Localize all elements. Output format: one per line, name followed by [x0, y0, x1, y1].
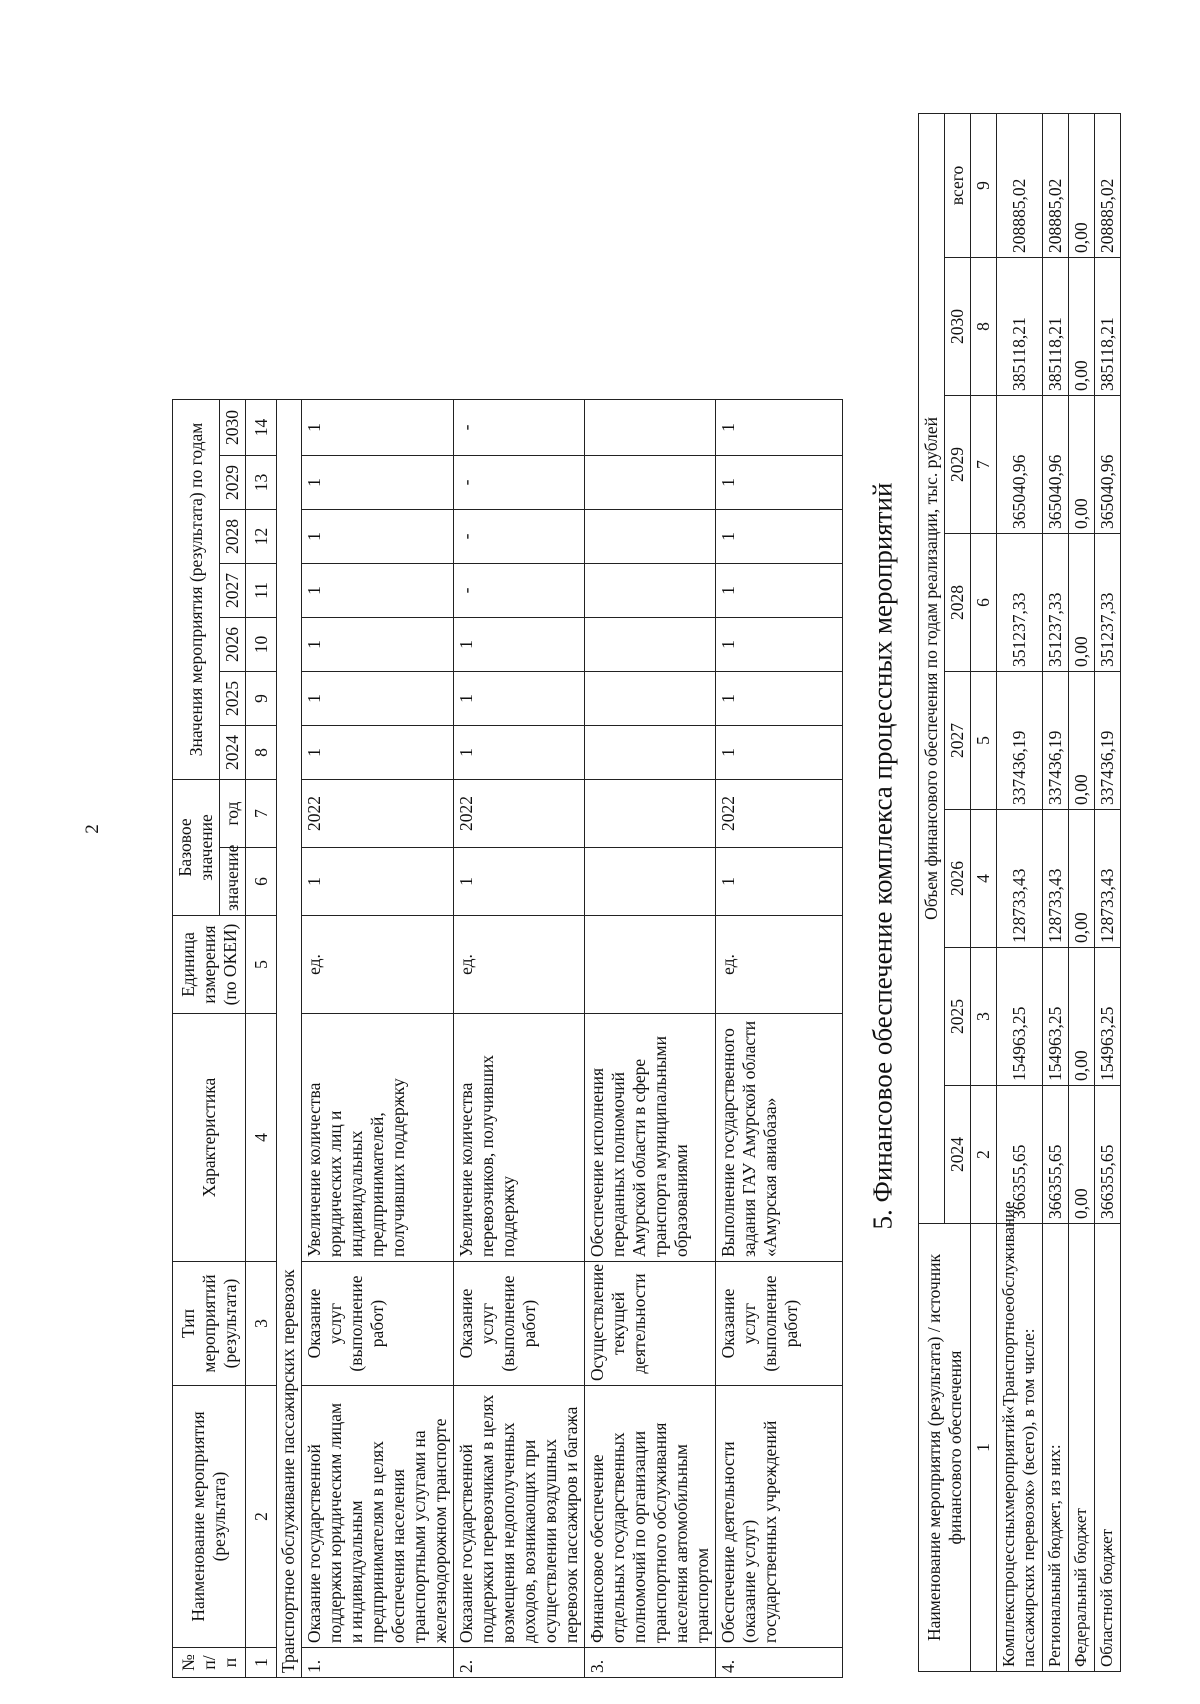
activities-table-container: [172, 100, 852, 1678]
fin-value: 366355,65: [1094, 1086, 1120, 1224]
row-value: [585, 399, 716, 455]
row-value: [585, 671, 716, 725]
fin-value: 0,00: [1068, 396, 1094, 534]
column-number: 5: [246, 916, 277, 1014]
row-num: 4.: [716, 1648, 843, 1678]
row-value: 1: [454, 725, 585, 779]
table-row: [585, 101, 716, 1678]
page-number: 2: [82, 824, 103, 834]
column-number: 7: [246, 779, 277, 847]
header-year: 2026: [220, 617, 246, 671]
fin-row-name-word: обслуживание: [999, 1201, 1018, 1305]
column-number: 8: [971, 258, 997, 396]
row-unit: ед.: [716, 916, 843, 1014]
header-year: 2027: [220, 563, 246, 617]
column-number: 6: [246, 848, 277, 916]
fin-value: 154963,25: [1042, 948, 1068, 1086]
fin-row: [997, 113, 1043, 1671]
fin-row-name-word: «Транспортное: [999, 1304, 1018, 1415]
row-characteristic: Обеспечение исполнения переданных полномочий Амурской области в сфере транспорта муниципальными образованиями: [585, 1014, 716, 1262]
row-type: Осуществление текущей деятельности: [585, 1262, 716, 1386]
fin-row-name-line1: [999, 1201, 1019, 1667]
header-year: 2025: [220, 671, 246, 725]
fin-value: 128733,43: [997, 810, 1043, 948]
fin-value: 0,00: [1068, 258, 1094, 396]
fin-header-year: 2030: [945, 258, 971, 396]
header-base: Базовое значение: [173, 779, 220, 915]
fin-value: 208885,02: [1042, 113, 1068, 257]
column-number: 1: [246, 1648, 277, 1678]
fin-header-year: 2025: [945, 948, 971, 1086]
fin-row-name: [997, 1201, 1043, 1672]
row-value: 1: [716, 725, 843, 779]
header-name: Наименование мероприятия (результата): [173, 1386, 246, 1648]
column-number: 11: [246, 563, 277, 617]
fin-row: [1042, 113, 1068, 1671]
row-unit: [585, 916, 716, 1014]
fin-value: 208885,02: [997, 113, 1043, 257]
column-number: 14: [246, 399, 277, 455]
column-number: 6: [971, 534, 997, 672]
header-num: № п/п: [173, 1648, 246, 1678]
row-type: Оказание услуг (выполнение работ): [454, 1262, 585, 1386]
header-characteristic: Характеристика: [173, 1014, 246, 1262]
row-value: 1: [302, 563, 454, 617]
column-number: 9: [246, 671, 277, 725]
row-characteristic: Увеличение количества юридических лиц и индивидуальных предпринимателей, получивших поддержку: [302, 1014, 454, 1262]
fin-value: 366355,65: [1042, 1086, 1068, 1224]
row-characteristic: Увеличение количества перевозчиков, получивших поддержку: [454, 1014, 585, 1262]
row-num: 3.: [585, 1648, 716, 1678]
row-value: 1: [302, 725, 454, 779]
column-number: 1: [971, 1224, 997, 1672]
row-value: 1: [716, 509, 843, 563]
fin-value: 0,00: [1068, 948, 1094, 1086]
row-name: Финансовое обеспечение отдельных государственных полномочий по организации транспортного обслуживания населения автомобильным транспортом: [585, 1386, 716, 1648]
header-unit: Единица измерения (по ОКЕИ): [173, 916, 246, 1014]
fin-value: 337436,19: [1094, 672, 1120, 810]
fin-value: 0,00: [1068, 1086, 1094, 1224]
fin-row-name-word: процессных: [999, 1509, 1018, 1598]
column-number: 9: [971, 113, 997, 257]
fin-value: 385118,21: [997, 258, 1043, 396]
row-value: [585, 509, 716, 563]
row-value: 1: [716, 455, 843, 509]
fin-header-year: 2026: [945, 810, 971, 948]
row-value: 1: [716, 399, 843, 455]
fin-value: 0,00: [1068, 810, 1094, 948]
row-value: 1: [716, 671, 843, 725]
row-value: 1: [454, 617, 585, 671]
fin-row-name: Федеральный бюджет: [1068, 1224, 1094, 1672]
table-row: [302, 101, 454, 1678]
column-number: 4: [971, 810, 997, 948]
row-base-year: 2022: [302, 779, 454, 847]
column-number: 12: [246, 509, 277, 563]
column-number: 8: [246, 725, 277, 779]
header-year: 2028: [220, 509, 246, 563]
fin-value: 365040,96: [1042, 396, 1068, 534]
row-base-year: 2022: [716, 779, 843, 847]
column-number: 2: [246, 1386, 277, 1648]
fin-header-total: всего: [945, 113, 971, 257]
row-value: -: [454, 509, 585, 563]
row-value: 1: [716, 617, 843, 671]
row-value: -: [454, 399, 585, 455]
column-number: 3: [246, 1262, 277, 1386]
fin-value: 351237,33: [997, 534, 1043, 672]
column-number: 4: [246, 1014, 277, 1262]
column-number: 7: [971, 396, 997, 534]
column-number: 5: [971, 672, 997, 810]
row-type: Оказание услуг (выполнение работ): [302, 1262, 454, 1386]
fin-value: 337436,19: [1042, 672, 1068, 810]
financing-table-container: [918, 114, 1146, 1672]
row-value: [585, 455, 716, 509]
fin-value: 337436,19: [997, 672, 1043, 810]
row-base-value: 1: [454, 848, 585, 916]
row-unit: ед.: [302, 916, 454, 1014]
header-year: 2024: [220, 725, 246, 779]
row-value: 1: [302, 671, 454, 725]
fin-value: 154963,25: [1094, 948, 1120, 1086]
fin-value: 0,00: [1068, 534, 1094, 672]
fin-row: [1094, 113, 1120, 1671]
row-value: 1: [302, 509, 454, 563]
financing-table: [918, 113, 1121, 1672]
row-value: [585, 725, 716, 779]
fin-row-name: Областной бюджет: [1094, 1224, 1120, 1672]
header-values-by-year: Значения мероприятия (результата) по годам: [173, 399, 220, 779]
fin-header-year: 2024: [945, 1086, 971, 1224]
column-number: 10: [246, 617, 277, 671]
row-type: Оказание услуг (выполнение работ): [716, 1262, 843, 1386]
row-value: -: [454, 455, 585, 509]
table-row: [454, 101, 585, 1678]
fin-header-name: Наименование мероприятия (результата) / источник финансового обеспечения: [919, 1224, 971, 1672]
fin-value: 351237,33: [1042, 534, 1068, 672]
section-label: Транспортное обслуживание пассажирских перевозок: [277, 399, 302, 1677]
row-num: 2.: [454, 1648, 585, 1678]
row-value: 1: [302, 455, 454, 509]
header-year: 2029: [220, 455, 246, 509]
fin-value: 154963,25: [997, 948, 1043, 1086]
fin-value: 0,00: [1068, 672, 1094, 810]
fin-row-name-word: Комплекс: [999, 1597, 1018, 1667]
row-value: 1: [302, 617, 454, 671]
row-base-value: 1: [716, 848, 843, 916]
header-year: 2030: [220, 399, 246, 455]
section-row: [277, 101, 302, 1678]
fin-value: 365040,96: [1094, 396, 1120, 534]
row-name: Обеспечение деятельности (оказание услуг) государственных учреждений: [716, 1386, 843, 1648]
fin-value: 208885,02: [1094, 113, 1120, 257]
row-value: 1: [454, 671, 585, 725]
fin-value: 366355,65: [997, 1086, 1043, 1224]
row-unit: ед.: [454, 916, 585, 1014]
row-base-value: 1: [302, 848, 454, 916]
fin-value: 385118,21: [1094, 258, 1120, 396]
column-number: 2: [971, 1086, 997, 1224]
row-value: [585, 563, 716, 617]
fin-header-year: 2029: [945, 396, 971, 534]
row-base-value: [585, 848, 716, 916]
header-type: Тип мероприятий (результата): [173, 1262, 246, 1386]
row-name: Оказание государственной поддержки перевозчикам в целях возмещения недополученных доходов, возникающих при осуществлении воздушных перевозок пассажиров и багажа: [454, 1386, 585, 1648]
fin-value: 128733,43: [1094, 810, 1120, 948]
fin-value: 0,00: [1068, 113, 1094, 257]
column-numbers-row: [246, 101, 277, 1678]
fin-header-year: 2028: [945, 534, 971, 672]
fin-value: 365040,96: [997, 396, 1043, 534]
activities-table: [172, 100, 843, 1678]
fin-row-name: Региональный бюджет, из них:: [1042, 1224, 1068, 1672]
row-value: 1: [302, 399, 454, 455]
fin-column-numbers-row: [971, 113, 997, 1671]
row-base-year: 2022: [454, 779, 585, 847]
fin-row-name-line2: пассажирских перевозок» (всего), в том числе:: [1019, 1328, 1039, 1667]
column-number: 13: [246, 455, 277, 509]
column-number: 3: [971, 948, 997, 1086]
fin-header-year: 2027: [945, 672, 971, 810]
fin-row-name-word: мероприятий: [999, 1414, 1018, 1510]
fin-header-volume: Объем финансового обеспечения по годам реализации, тыс. рублей: [919, 113, 945, 1223]
row-num: 1.: [302, 1648, 454, 1678]
fin-value: 351237,33: [1094, 534, 1120, 672]
row-value: -: [454, 563, 585, 617]
header-base-value: значение: [220, 848, 246, 916]
row-value: 1: [716, 563, 843, 617]
fin-value: 385118,21: [1042, 258, 1068, 396]
fin-value: 128733,43: [1042, 810, 1068, 948]
row-value: [585, 617, 716, 671]
section-title: 5. Финансовое обеспечение комплекса процессных мероприятий: [867, 482, 898, 1230]
row-name: Оказание государственной поддержки юридическим лицам и индивидуальным предпринимателям в целях обеспечения населения транспортными услугами на железнодорожном транспорте: [302, 1386, 454, 1648]
row-characteristic: Выполнение государственного задания ГАУ Амурской области «Амурская авиабаза»: [716, 1014, 843, 1262]
table-row: [716, 101, 843, 1678]
fin-row: [1068, 113, 1094, 1671]
header-base-year: год: [220, 779, 246, 847]
row-base-year: [585, 779, 716, 847]
